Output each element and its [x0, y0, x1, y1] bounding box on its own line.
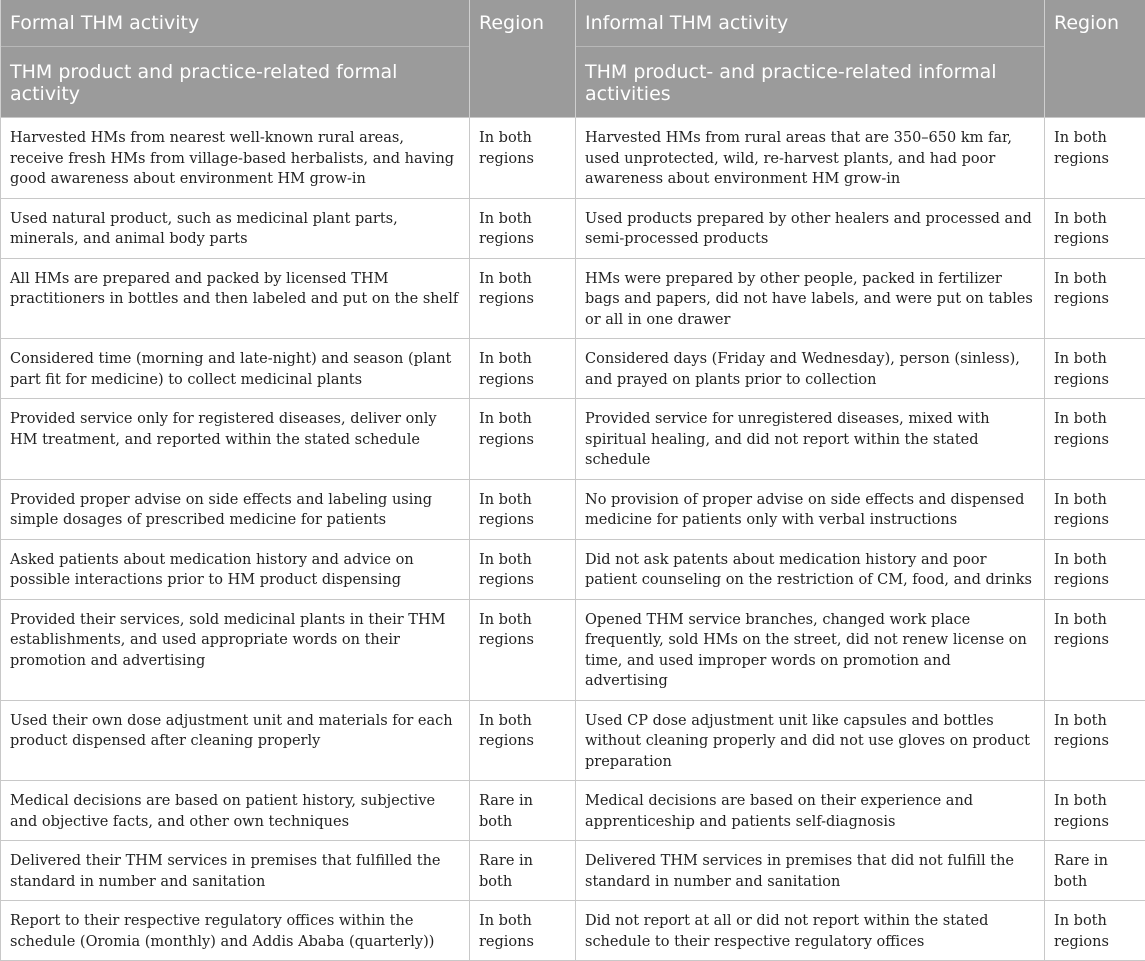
- informal-region-cell: In both regions: [1045, 539, 1145, 599]
- formal-activity-cell: Used natural product, such as medicinal plant parts, minerals, and animal body parts: [1, 198, 470, 258]
- informal-activity-cell: No provision of proper advise on side effects and dispensed medicine for patients only with verbal instructions: [576, 479, 1045, 539]
- formal-activity-cell: Provided their services, sold medicinal plants in their THM establishments, and used appropriate words on their promotion and advertising: [1, 599, 470, 700]
- header-region-formal: Region: [470, 0, 576, 118]
- informal-region-cell: In both regions: [1045, 901, 1145, 961]
- formal-region-cell: In both regions: [470, 118, 576, 199]
- table-row: [1, 198, 1145, 258]
- formal-activity-cell: Considered time (morning and late-night) and season (plant part fit for medicine) to collect medicinal plants: [1, 339, 470, 399]
- informal-region-cell: In both regions: [1045, 399, 1145, 480]
- header-informal-title: Informal THM activity: [576, 0, 1045, 47]
- informal-region-cell: In both regions: [1045, 258, 1145, 339]
- header-informal-subtitle: THM product- and practice-related informal activities: [576, 47, 1045, 118]
- table-row: [1, 118, 1145, 199]
- table-row: [1, 258, 1145, 339]
- formal-region-cell: In both regions: [470, 901, 576, 961]
- formal-region-cell: In both regions: [470, 700, 576, 781]
- informal-activity-cell: Delivered THM services in premises that did not fulfill the standard in number and sanitation: [576, 841, 1045, 901]
- informal-activity-cell: Did not ask patents about medication history and poor patient counseling on the restriction of CM, food, and drinks: [576, 539, 1045, 599]
- informal-region-cell: In both regions: [1045, 479, 1145, 539]
- formal-region-cell: Rare in both: [470, 781, 576, 841]
- table-row: [1, 781, 1145, 841]
- formal-region-cell: In both regions: [470, 539, 576, 599]
- informal-activity-cell: Used CP dose adjustment unit like capsules and bottles without cleaning properly and did not use gloves on product preparation: [576, 700, 1045, 781]
- formal-region-cell: In both regions: [470, 599, 576, 700]
- informal-activity-cell: Provided service for unregistered diseases, mixed with spiritual healing, and did not report within the stated schedule: [576, 399, 1045, 480]
- informal-activity-cell: Harvested HMs from rural areas that are 350–650 km far, used unprotected, wild, re-harvest plants, and had poor awareness about environment HM grow-in: [576, 118, 1045, 199]
- informal-region-cell: In both regions: [1045, 339, 1145, 399]
- informal-region-cell: Rare in both: [1045, 841, 1145, 901]
- formal-activity-cell: Report to their respective regulatory offices within the schedule (Oromia (monthly) and Addis Ababa (quarterly)): [1, 901, 470, 961]
- formal-activity-cell: Provided service only for registered diseases, deliver only HM treatment, and reported within the stated schedule: [1, 399, 470, 480]
- formal-activity-cell: Asked patients about medication history and advice on possible interactions prior to HM product dispensing: [1, 539, 470, 599]
- table-body: [1, 118, 1145, 961]
- table-row: [1, 841, 1145, 901]
- informal-region-cell: In both regions: [1045, 781, 1145, 841]
- header-region-informal: Region: [1045, 0, 1145, 118]
- table-header: [1, 0, 1145, 118]
- informal-region-cell: In both regions: [1045, 198, 1145, 258]
- table-row: [1, 399, 1145, 480]
- formal-activity-cell: Harvested HMs from nearest well-known rural areas, receive fresh HMs from village-based herbalists, and having good awareness about environment HM grow-in: [1, 118, 470, 199]
- formal-activity-cell: All HMs are prepared and packed by licensed THM practitioners in bottles and then labeled and put on the shelf: [1, 258, 470, 339]
- informal-activity-cell: Did not report at all or did not report within the stated schedule to their respective regulatory offices: [576, 901, 1045, 961]
- informal-activity-cell: HMs were prepared by other people, packed in fertilizer bags and papers, did not have labels, and were put on tables or all in one drawer: [576, 258, 1045, 339]
- formal-activity-cell: Provided proper advise on side effects and labeling using simple dosages of prescribed medicine for patients: [1, 479, 470, 539]
- formal-activity-cell: Delivered their THM services in premises that fulfilled the standard in number and sanitation: [1, 841, 470, 901]
- formal-region-cell: Rare in both: [470, 841, 576, 901]
- table-row: [1, 700, 1145, 781]
- table-row: [1, 539, 1145, 599]
- informal-region-cell: In both regions: [1045, 700, 1145, 781]
- formal-region-cell: In both regions: [470, 479, 576, 539]
- table-row: [1, 901, 1145, 961]
- formal-region-cell: In both regions: [470, 339, 576, 399]
- formal-region-cell: In both regions: [470, 258, 576, 339]
- formal-activity-cell: Medical decisions are based on patient history, subjective and objective facts, and other own techniques: [1, 781, 470, 841]
- formal-region-cell: In both regions: [470, 198, 576, 258]
- informal-activity-cell: Medical decisions are based on their experience and apprenticeship and patients self-diagnosis: [576, 781, 1045, 841]
- formal-activity-cell: Used their own dose adjustment unit and materials for each product dispensed after cleaning properly: [1, 700, 470, 781]
- table-row: [1, 599, 1145, 700]
- header-formal-title: Formal THM activity: [1, 0, 470, 47]
- informal-region-cell: In both regions: [1045, 118, 1145, 199]
- header-formal-subtitle: THM product and practice-related formal activity: [1, 47, 470, 118]
- table-row: [1, 479, 1145, 539]
- informal-activity-cell: Considered days (Friday and Wednesday), person (sinless), and prayed on plants prior to collection: [576, 339, 1045, 399]
- table-row: [1, 339, 1145, 399]
- informal-region-cell: In both regions: [1045, 599, 1145, 700]
- informal-activity-cell: Used products prepared by other healers and processed and semi-processed products: [576, 198, 1045, 258]
- informal-activity-cell: Opened THM service branches, changed work place frequently, sold HMs on the street, did not renew license on time, and used improper words on promotion and advertising: [576, 599, 1045, 700]
- formal-region-cell: In both regions: [470, 399, 576, 480]
